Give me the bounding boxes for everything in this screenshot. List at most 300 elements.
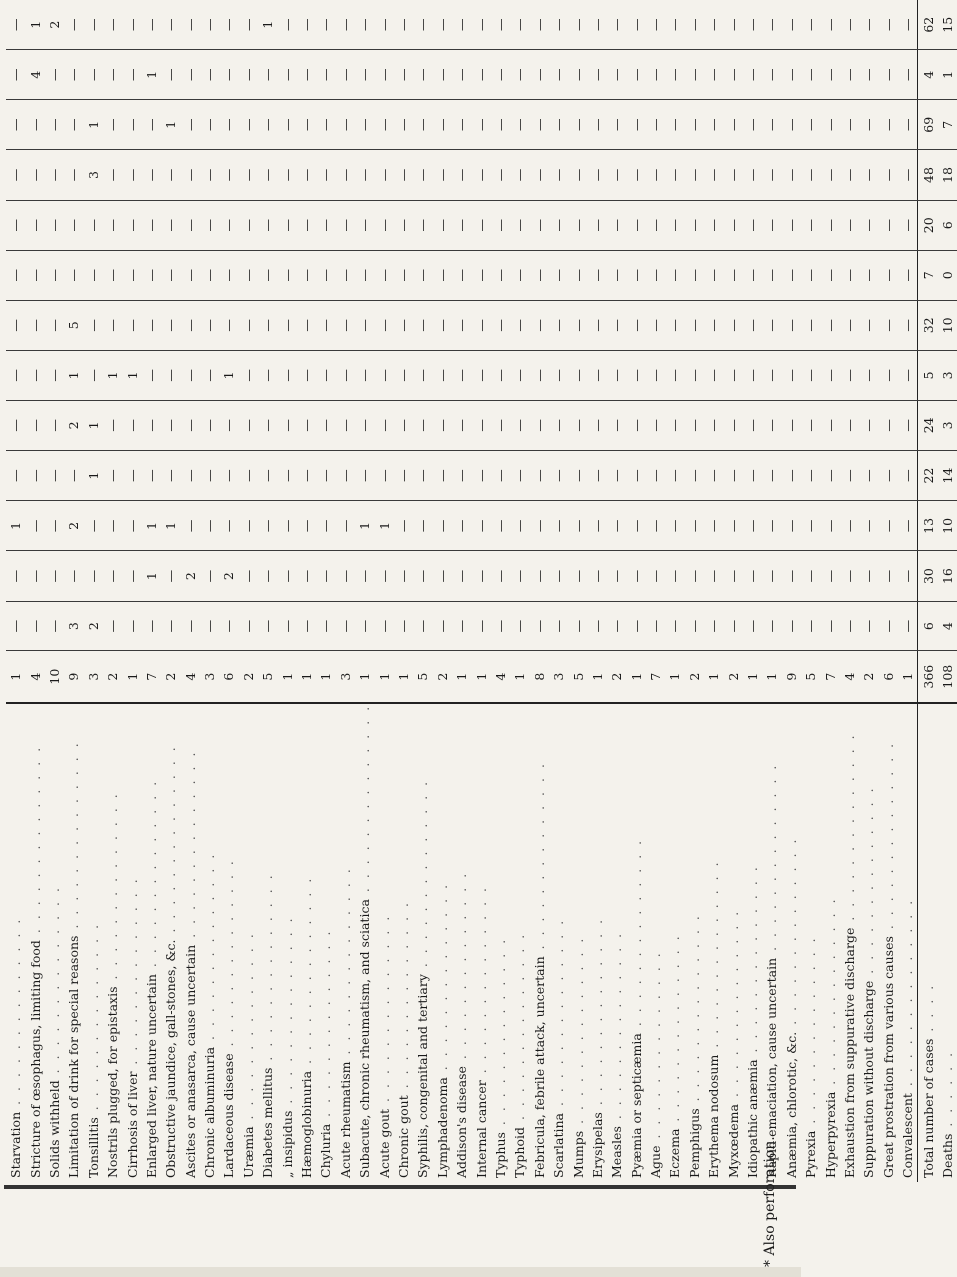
- row-value: 4: [938, 601, 957, 651]
- row-value: —: [704, 0, 723, 50]
- row-value: —: [685, 0, 704, 50]
- row-value: —: [840, 50, 859, 100]
- row-value: —: [859, 551, 878, 601]
- row-value: —: [879, 400, 898, 450]
- row-value: —: [122, 601, 141, 651]
- row-value: —: [239, 250, 258, 300]
- row-value: —: [549, 400, 568, 450]
- row-value: —: [782, 350, 801, 400]
- table-row: [277, 0, 296, 1182]
- table-row: [219, 0, 238, 1182]
- row-value: —: [45, 400, 64, 450]
- row-value: —: [471, 200, 490, 250]
- row-value: —: [6, 601, 25, 651]
- row-value: —: [297, 50, 316, 100]
- row-label: Cirrhosis of liver . . . . . . . . . . . . . .: [124, 876, 140, 1178]
- row-label: Chyluria . . . . . . . . . . . . . .: [318, 928, 334, 1178]
- row-value: —: [471, 250, 490, 300]
- row-value: —: [103, 450, 122, 500]
- row-value: —: [336, 150, 355, 200]
- row-value: —: [258, 350, 277, 400]
- row-value: —: [433, 250, 452, 300]
- row-value: —: [801, 300, 820, 350]
- row-value: —: [200, 450, 219, 500]
- row-value: —: [762, 400, 781, 450]
- row-value: 4: [181, 651, 200, 703]
- row-value: —: [6, 350, 25, 400]
- row-value: —: [161, 200, 180, 250]
- row-value: —: [491, 150, 510, 200]
- row-value: —: [743, 50, 762, 100]
- row-value: 1: [161, 501, 180, 551]
- row-value: —: [45, 601, 64, 651]
- row-value: —: [374, 150, 393, 200]
- row-value: —: [743, 350, 762, 400]
- row-value: —: [782, 450, 801, 500]
- row-value: —: [607, 0, 626, 50]
- row-value: —: [413, 400, 432, 450]
- row-value: —: [801, 150, 820, 200]
- row-value: —: [879, 350, 898, 400]
- row-value: 4: [25, 50, 44, 100]
- row-value: —: [239, 100, 258, 150]
- row-value: —: [588, 350, 607, 400]
- row-value: —: [879, 0, 898, 50]
- row-value: —: [103, 0, 122, 50]
- row-value: —: [665, 200, 684, 250]
- table-row: [433, 0, 452, 1182]
- row-value: —: [607, 551, 626, 601]
- row-label: „ insipidus . . . . . . . . . . . . . .: [279, 915, 295, 1178]
- row-value: 1: [122, 350, 141, 400]
- row-value: 2: [64, 400, 83, 450]
- row-value: —: [45, 300, 64, 350]
- row-value: —: [413, 100, 432, 150]
- row-value: —: [258, 100, 277, 150]
- table-row: [491, 0, 510, 1182]
- row-value: —: [665, 0, 684, 50]
- row-value: —: [665, 601, 684, 651]
- row-value: 4: [491, 651, 510, 703]
- row-value: 1: [142, 501, 161, 551]
- table-row: [25, 0, 44, 1182]
- row-value: —: [297, 100, 316, 150]
- row-value: —: [898, 601, 918, 651]
- row-value: —: [103, 300, 122, 350]
- row-value: 48: [918, 150, 938, 200]
- row-value: 1: [103, 350, 122, 400]
- row-value: —: [142, 450, 161, 500]
- row-value: —: [859, 450, 878, 500]
- table-row: [6, 0, 25, 1182]
- row-value: —: [64, 100, 83, 150]
- row-value: —: [200, 150, 219, 200]
- row-value: —: [801, 450, 820, 500]
- row-value: —: [161, 300, 180, 350]
- row-value: —: [840, 100, 859, 150]
- row-value: —: [181, 0, 200, 50]
- table-row: [762, 0, 781, 1182]
- row-value: —: [762, 0, 781, 50]
- row-value: —: [782, 50, 801, 100]
- row-value: —: [277, 450, 296, 500]
- row-value: —: [627, 200, 646, 250]
- row-value: —: [433, 501, 452, 551]
- row-value: 1: [122, 651, 141, 703]
- row-value: —: [898, 50, 918, 100]
- row-value: —: [898, 551, 918, 601]
- row-value: —: [471, 50, 490, 100]
- table-row: [103, 0, 122, 1182]
- row-value: —: [820, 450, 839, 500]
- row-value: —: [840, 300, 859, 350]
- row-value: —: [200, 0, 219, 50]
- row-value: —: [122, 250, 141, 300]
- row-value: —: [723, 250, 742, 300]
- row-value: 1: [142, 551, 161, 601]
- row-value: —: [316, 450, 335, 500]
- row-value: —: [879, 551, 898, 601]
- row-value: —: [181, 350, 200, 400]
- row-value: —: [704, 601, 723, 651]
- row-label: Eczema . . . . . . . . . . . . . .: [667, 933, 683, 1178]
- row-value: 1: [64, 350, 83, 400]
- row-value: —: [258, 501, 277, 551]
- row-value: —: [743, 100, 762, 150]
- row-value: 3: [336, 651, 355, 703]
- row-value: —: [316, 300, 335, 350]
- row-value: —: [762, 551, 781, 601]
- row-value: —: [239, 200, 258, 250]
- row-label: Diabetes mellitus . . . . . . . . . . . . . .: [260, 872, 276, 1178]
- row-value: —: [122, 0, 141, 50]
- row-value: —: [879, 50, 898, 100]
- row-value: —: [258, 200, 277, 250]
- row-value: —: [374, 400, 393, 450]
- table-row: [336, 0, 355, 1182]
- row-value: —: [568, 450, 587, 500]
- table-row: [471, 0, 490, 1182]
- row-value: 1: [588, 651, 607, 703]
- row-value: —: [103, 100, 122, 150]
- row-value: —: [510, 250, 529, 300]
- row-value: 6: [219, 651, 238, 703]
- row-value: —: [64, 450, 83, 500]
- row-value: —: [433, 400, 452, 450]
- row-value: —: [452, 100, 471, 150]
- row-value: 30: [918, 551, 938, 601]
- row-value: —: [685, 450, 704, 500]
- row-value: —: [297, 501, 316, 551]
- row-value: —: [530, 400, 549, 450]
- row-value: —: [277, 551, 296, 601]
- row-value: —: [530, 50, 549, 100]
- row-value: 62: [918, 0, 938, 50]
- row-value: —: [471, 450, 490, 500]
- table-row: [607, 0, 626, 1182]
- row-value: —: [530, 200, 549, 250]
- row-value: —: [25, 100, 44, 150]
- row-label: Hæmoglobinuria . . . . . . . . . . . . . .: [299, 875, 315, 1178]
- row-value: —: [6, 400, 25, 450]
- row-value: 7: [646, 651, 665, 703]
- row-label: Lymphadenoma . . . . . . . . . . . . . .: [434, 881, 450, 1178]
- row-value: —: [433, 50, 452, 100]
- row-value: —: [820, 551, 839, 601]
- row-value: —: [45, 250, 64, 300]
- row-value: —: [355, 0, 374, 50]
- table-row: [646, 0, 665, 1182]
- row-value: —: [743, 250, 762, 300]
- row-value: —: [355, 100, 374, 150]
- row-value: —: [84, 551, 103, 601]
- row-value: —: [879, 450, 898, 500]
- row-value: —: [413, 200, 432, 250]
- row-value: —: [685, 200, 704, 250]
- table-row: [820, 0, 839, 1182]
- row-value: —: [665, 100, 684, 150]
- table-row: [879, 0, 898, 1182]
- row-value: —: [568, 250, 587, 300]
- row-value: 6: [938, 200, 957, 250]
- row-value: —: [355, 551, 374, 601]
- row-value: —: [723, 450, 742, 500]
- row-value: —: [723, 300, 742, 350]
- row-value: —: [142, 300, 161, 350]
- row-value: —: [161, 601, 180, 651]
- row-value: 3: [549, 651, 568, 703]
- row-value: —: [491, 300, 510, 350]
- row-value: —: [394, 501, 413, 551]
- row-value: 5: [568, 651, 587, 703]
- row-value: —: [510, 501, 529, 551]
- row-value: —: [782, 300, 801, 350]
- row-value: —: [394, 300, 413, 350]
- row-label: Solids withheld . . . . . . . . . . . . . .: [46, 885, 62, 1178]
- row-value: —: [355, 50, 374, 100]
- row-value: 108: [938, 651, 957, 703]
- row-value: —: [588, 200, 607, 250]
- row-value: —: [510, 150, 529, 200]
- row-value: 5: [801, 651, 820, 703]
- table-row: [84, 0, 103, 1182]
- row-value: —: [336, 250, 355, 300]
- row-value: —: [685, 400, 704, 450]
- row-label: Hyperpyrexia . . . . . . . . . . . . . .: [822, 896, 838, 1178]
- row-label: Chronic albuminuria . . . . . . . . . . . . . .: [202, 851, 218, 1178]
- row-value: —: [646, 350, 665, 400]
- row-value: —: [200, 250, 219, 300]
- row-value: —: [394, 350, 413, 400]
- row-value: —: [879, 150, 898, 200]
- row-value: —: [627, 0, 646, 50]
- row-value: —: [277, 0, 296, 50]
- row-value: —: [336, 350, 355, 400]
- row-value: —: [530, 601, 549, 651]
- row-value: —: [84, 300, 103, 350]
- row-value: —: [491, 501, 510, 551]
- row-value: —: [898, 100, 918, 150]
- row-value: —: [161, 450, 180, 500]
- row-value: —: [723, 200, 742, 250]
- row-value: —: [859, 250, 878, 300]
- row-value: 22: [918, 450, 938, 500]
- row-value: —: [471, 0, 490, 50]
- row-value: —: [316, 601, 335, 651]
- row-value: —: [685, 551, 704, 601]
- row-value: —: [607, 50, 626, 100]
- row-value: —: [84, 200, 103, 250]
- row-value: —: [588, 551, 607, 601]
- table-row: [200, 0, 219, 1182]
- row-value: —: [568, 100, 587, 150]
- row-value: —: [316, 200, 335, 250]
- row-value: —: [607, 400, 626, 450]
- row-value: —: [762, 100, 781, 150]
- row-value: —: [297, 601, 316, 651]
- table-row: [316, 0, 335, 1182]
- row-label: Scarlatina . . . . . . . . . . . . . .: [551, 917, 567, 1178]
- row-value: —: [549, 300, 568, 350]
- row-label: Typhus . . . . . . . . . . . . . .: [492, 936, 508, 1178]
- row-value: 1: [374, 501, 393, 551]
- row-value: —: [25, 200, 44, 250]
- row-value: —: [200, 400, 219, 450]
- row-value: —: [762, 200, 781, 250]
- row-value: —: [588, 400, 607, 450]
- row-value: —: [665, 501, 684, 551]
- row-value: 1: [6, 501, 25, 551]
- row-value: —: [762, 350, 781, 400]
- row-value: —: [297, 551, 316, 601]
- row-value: —: [394, 50, 413, 100]
- row-value: 1: [6, 651, 25, 703]
- row-value: 5: [258, 651, 277, 703]
- row-value: —: [801, 0, 820, 50]
- row-value: —: [588, 450, 607, 500]
- row-value: —: [355, 300, 374, 350]
- row-value: —: [45, 551, 64, 601]
- row-value: —: [665, 450, 684, 500]
- row-value: —: [413, 501, 432, 551]
- table-row: [452, 0, 471, 1182]
- row-value: —: [374, 100, 393, 150]
- table-row: [355, 0, 374, 1182]
- row-value: 9: [782, 651, 801, 703]
- row-label: Erysipelas . . . . . . . . . . . . . .: [589, 916, 605, 1178]
- table-row: [723, 0, 742, 1182]
- row-value: —: [704, 150, 723, 200]
- row-value: —: [801, 350, 820, 400]
- row-value: 24: [918, 400, 938, 450]
- row-value: —: [374, 50, 393, 100]
- row-value: —: [762, 501, 781, 551]
- row-value: —: [239, 551, 258, 601]
- row-value: —: [103, 551, 122, 601]
- row-value: —: [161, 350, 180, 400]
- row-value: 7: [938, 100, 957, 150]
- row-value: —: [122, 200, 141, 250]
- row-label: Exhaustion from suppurative discharge . . . . . . . . . . . . . .: [841, 732, 857, 1178]
- row-value: —: [588, 0, 607, 50]
- row-value: —: [297, 150, 316, 200]
- row-value: —: [316, 150, 335, 200]
- row-value: —: [568, 601, 587, 651]
- row-value: 5: [64, 300, 83, 350]
- row-value: —: [239, 400, 258, 450]
- row-value: —: [879, 300, 898, 350]
- row-value: —: [549, 450, 568, 500]
- row-value: —: [646, 150, 665, 200]
- row-value: —: [607, 150, 626, 200]
- row-label: Ascites or anasarca, cause uncertain . . . . . . . . . . . . . .: [182, 749, 198, 1178]
- row-value: —: [336, 400, 355, 450]
- row-label: Suppuration without discharge . . . . . . . . . . . . . .: [861, 785, 877, 1178]
- row-value: —: [6, 50, 25, 100]
- row-value: —: [530, 551, 549, 601]
- row-value: —: [413, 551, 432, 601]
- row-label: Myxœdema . . . . . . . . . . . . . .: [725, 908, 741, 1178]
- row-value: —: [646, 551, 665, 601]
- row-value: —: [820, 501, 839, 551]
- row-value: —: [219, 601, 238, 651]
- row-value: —: [471, 601, 490, 651]
- row-value: —: [433, 551, 452, 601]
- row-value: —: [588, 300, 607, 350]
- row-value: —: [355, 150, 374, 200]
- row-value: —: [394, 551, 413, 601]
- row-value: —: [200, 300, 219, 350]
- row-value: —: [374, 0, 393, 50]
- row-value: 10: [938, 501, 957, 551]
- row-value: —: [200, 350, 219, 400]
- table-row: [568, 0, 587, 1182]
- row-value: —: [491, 400, 510, 450]
- row-value: —: [219, 450, 238, 500]
- row-value: 1: [704, 651, 723, 703]
- row-value: —: [122, 551, 141, 601]
- row-value: —: [122, 150, 141, 200]
- row-value: —: [627, 551, 646, 601]
- row-value: —: [568, 350, 587, 400]
- row-value: —: [879, 250, 898, 300]
- row-value: —: [801, 501, 820, 551]
- row-value: —: [743, 601, 762, 651]
- row-value: —: [568, 400, 587, 450]
- row-value: —: [336, 450, 355, 500]
- row-value: —: [452, 551, 471, 601]
- row-value: 1: [374, 651, 393, 703]
- row-value: —: [607, 501, 626, 551]
- row-value: —: [122, 300, 141, 350]
- table-row: [530, 0, 549, 1182]
- row-label: Subacute, chronic rheumatism, and sciatica . . . . . . . . . . . . . .: [357, 703, 373, 1178]
- row-value: —: [25, 350, 44, 400]
- row-value: —: [723, 501, 742, 551]
- row-value: —: [743, 551, 762, 601]
- row-value: —: [413, 350, 432, 400]
- row-value: —: [471, 350, 490, 400]
- row-value: —: [355, 601, 374, 651]
- row-value: 1: [84, 400, 103, 450]
- row-label: Mumps . . . . . . . . . . . . . .: [570, 935, 586, 1178]
- row-value: —: [530, 350, 549, 400]
- row-value: —: [471, 300, 490, 350]
- row-label: Typhoid . . . . . . . . . . . . . .: [512, 931, 528, 1178]
- row-value: —: [25, 501, 44, 551]
- row-value: —: [685, 601, 704, 651]
- row-value: —: [25, 150, 44, 200]
